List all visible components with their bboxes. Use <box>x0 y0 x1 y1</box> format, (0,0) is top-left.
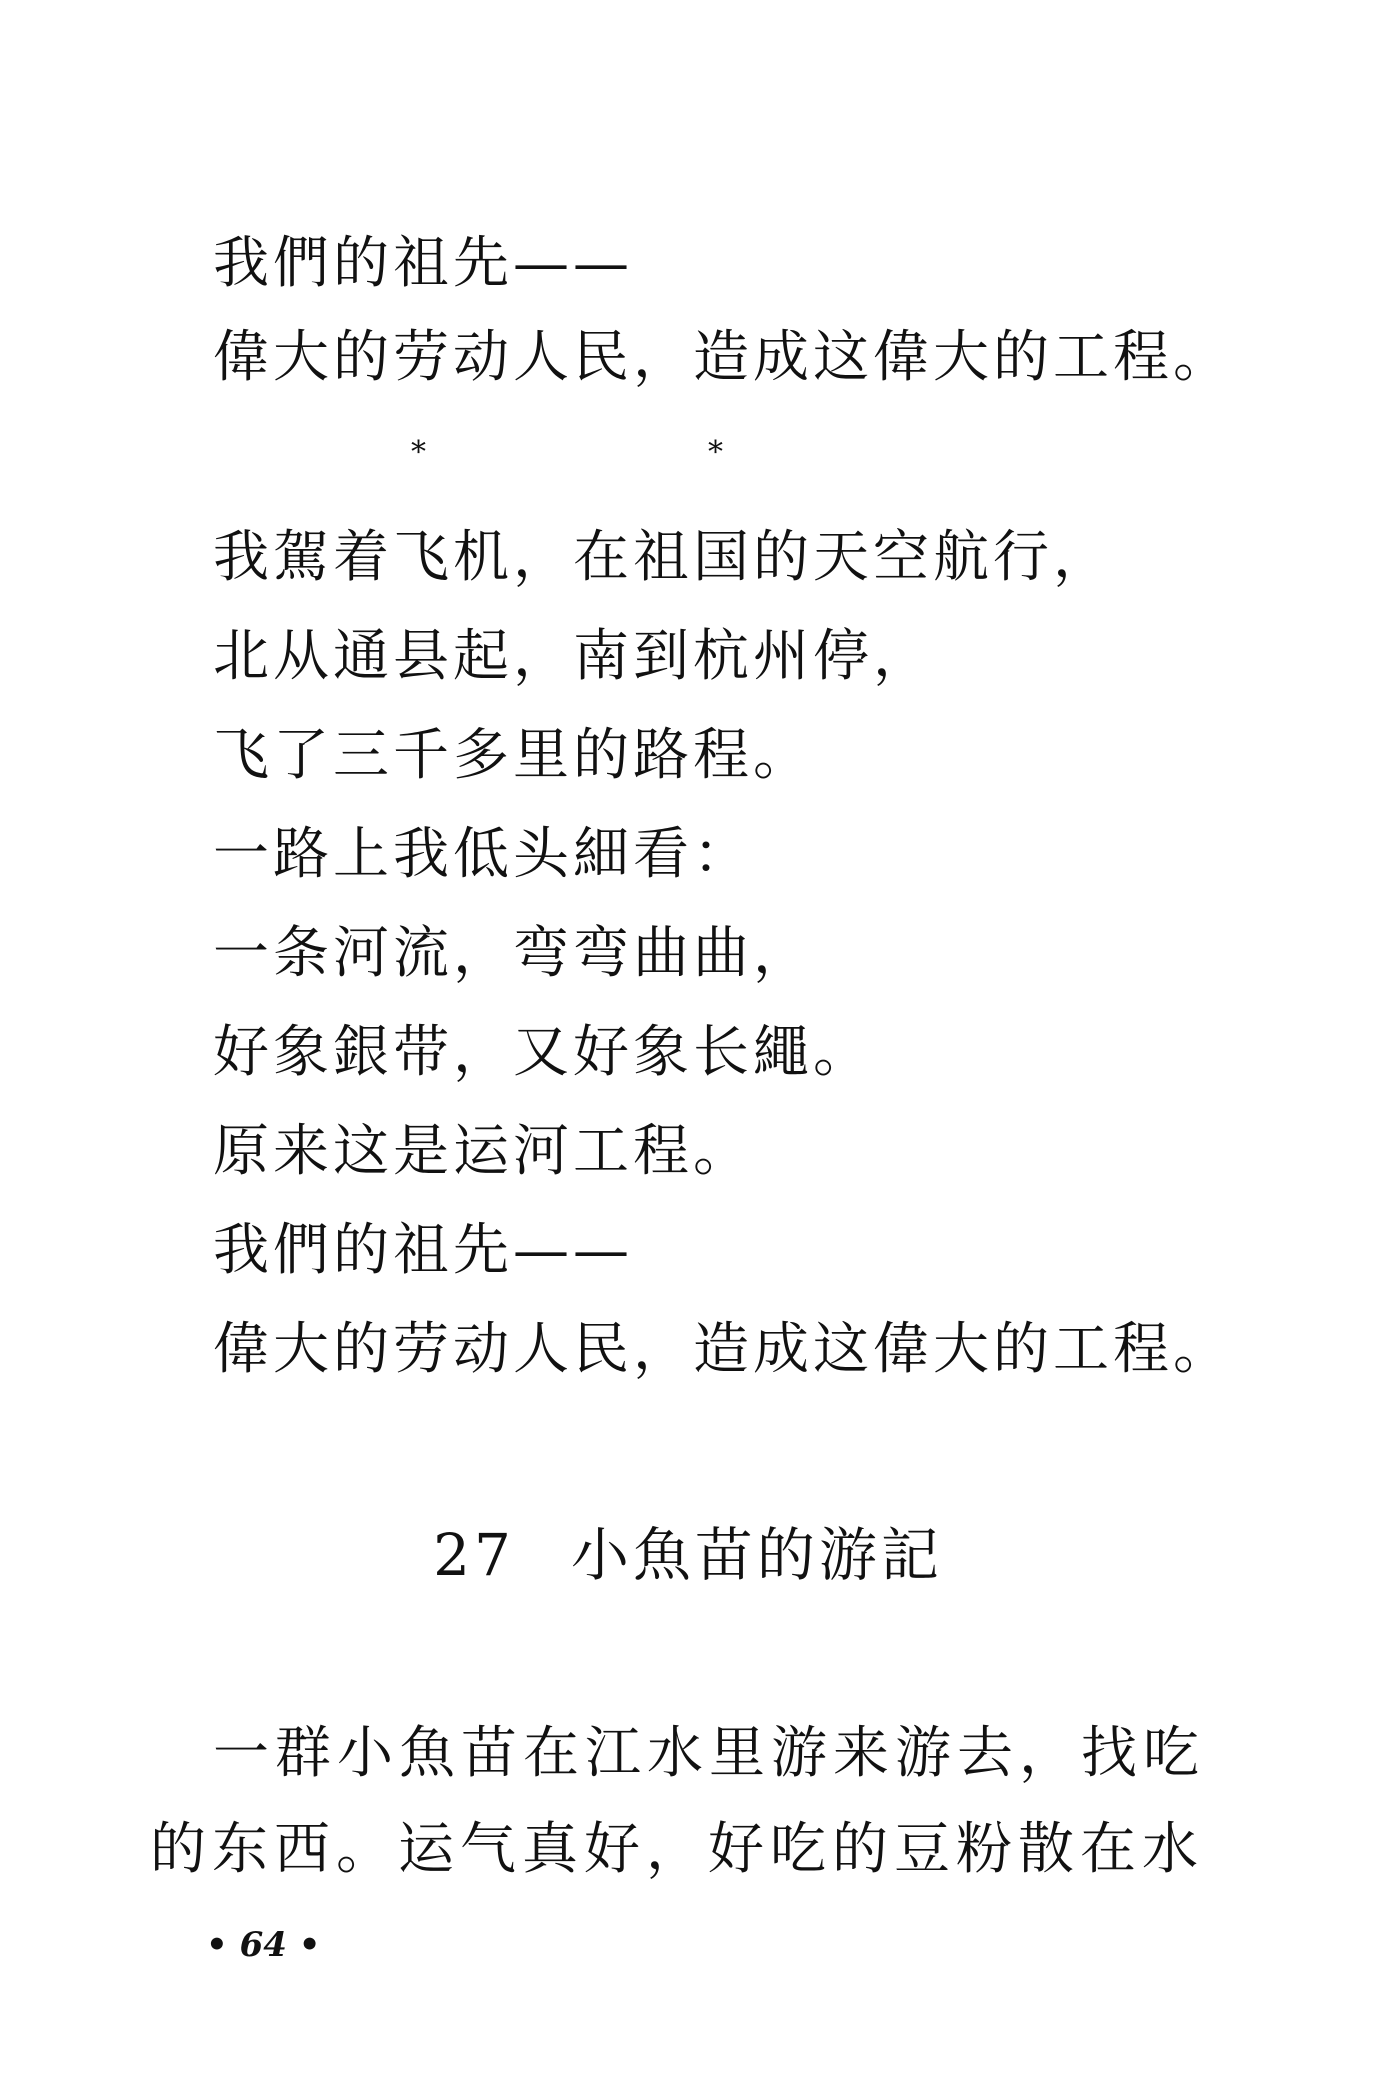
section-separator <box>0 435 1376 478</box>
poem-line: 偉大的劳动人民，造成这偉大的工程。 <box>213 325 1233 390</box>
poem-line: 一条河流，弯弯曲曲， <box>213 921 813 986</box>
paragraph-line: 一群小魚苗在江水里游来游去，找吃 <box>213 1721 1205 1786</box>
poem-line: 偉大的劳动人民，造成这偉大的工程。 <box>213 1317 1233 1382</box>
lesson-number: 27 <box>433 1521 515 1589</box>
poem-line: 我們的祖先—— <box>213 231 633 296</box>
poem-line: 我們的祖先—— <box>213 1218 633 1283</box>
poem-line: 北从通县起，南到杭州停， <box>213 624 933 689</box>
separator-asterisk: * <box>708 435 723 470</box>
poem-line: 我駕着飞机，在祖国的天空航行， <box>213 525 1113 590</box>
lesson-title: 小魚苗的游記 <box>570 1521 943 1589</box>
page-number: • 64 • <box>206 1925 321 1965</box>
lesson-heading <box>0 1520 1376 1590</box>
poem-line: 好象銀带，又好象长繩。 <box>213 1020 873 1085</box>
poem-line: 一路上我低头細看： <box>213 822 753 887</box>
separator-asterisk: * <box>411 435 426 470</box>
paragraph-line: 的东西。运气真好，好吃的豆粉散在水 <box>150 1817 1204 1882</box>
poem-line: 飞了三千多里的路程。 <box>213 723 813 788</box>
poem-line: 原来这是运河工程。 <box>213 1119 753 1184</box>
